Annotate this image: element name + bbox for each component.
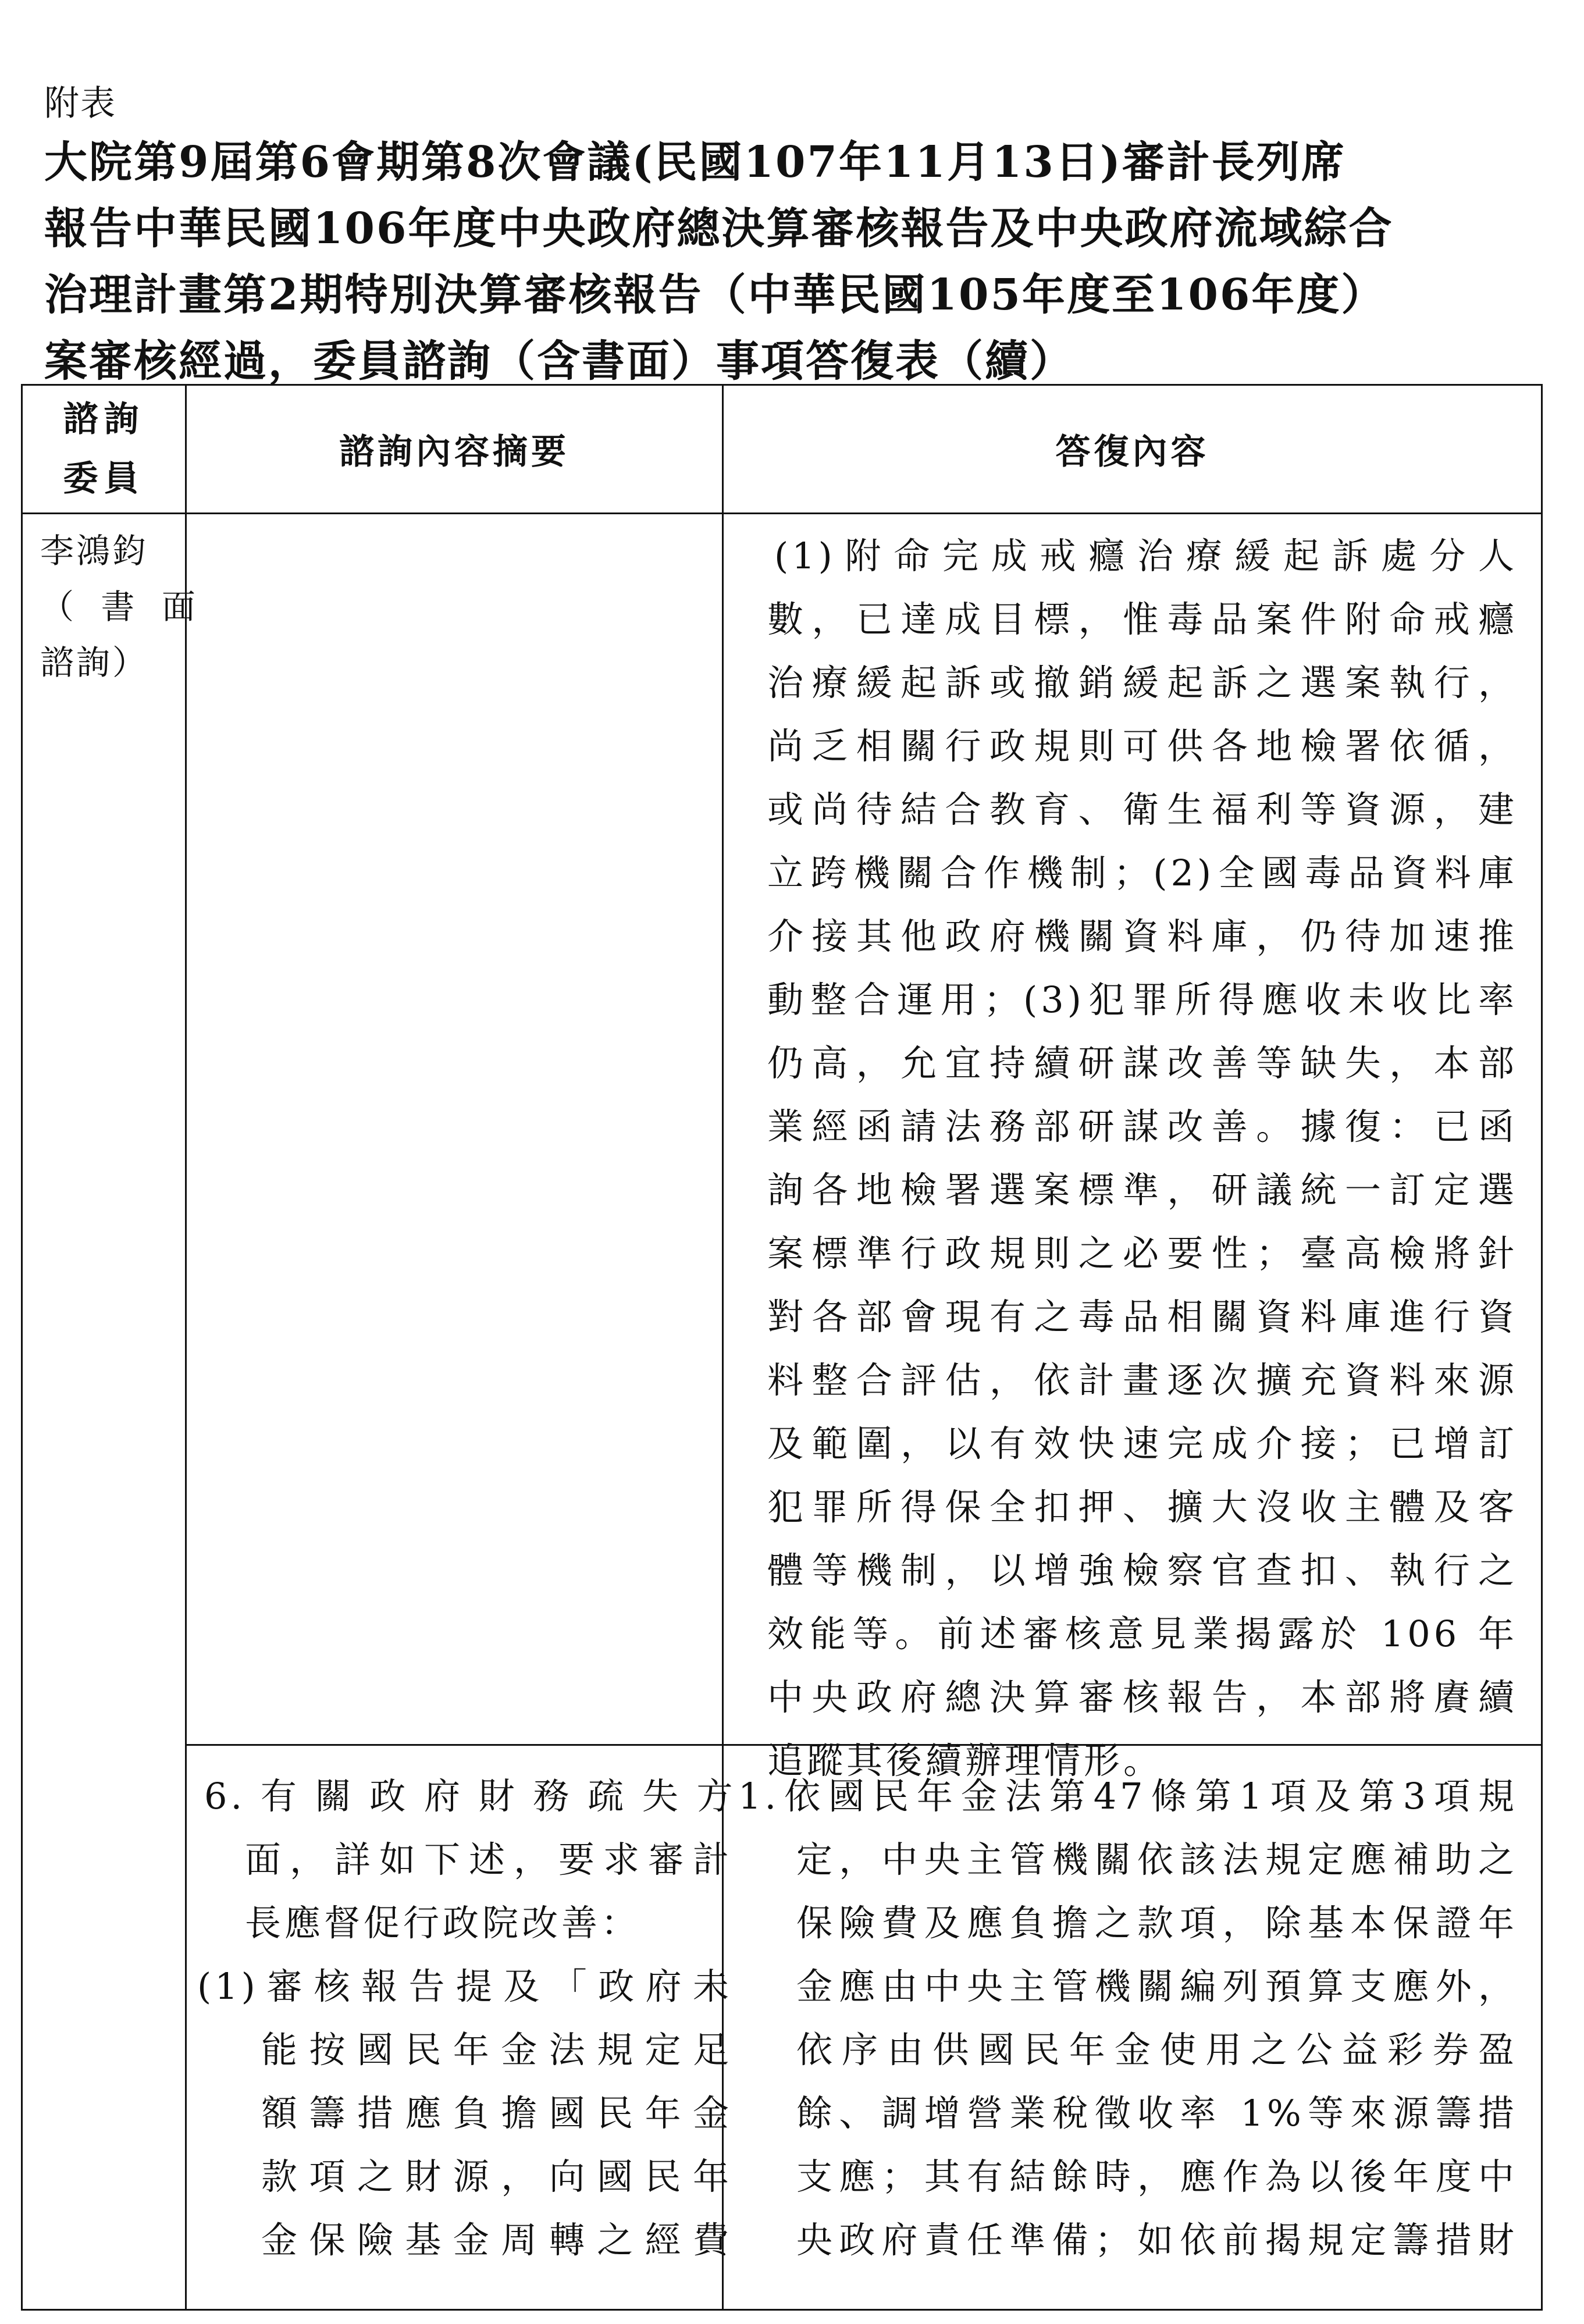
reply-line: 業經函請法務部研謀改善。據復：已函 [767, 1105, 1518, 1148]
header-row-divider [23, 513, 1541, 514]
reply-line: 央政府責任準備；如依前揭規定籌措財 [796, 2219, 1518, 2261]
reply-cell [767, 524, 1518, 1792]
reply-line: 對各部會現有之毒品相關資料庫進行資 [767, 1296, 1518, 1338]
reply-line: 動整合運用；(3)犯罪所得應收未收比率 [767, 978, 1518, 1021]
summary-line: 金保險基金周轉之經費 [261, 2219, 732, 2261]
reply-line: 立跨機關合作機制；(2)全國毒品資料庫 [767, 852, 1518, 894]
summary-line: 能按國民年金法規定足 [261, 2028, 732, 2071]
summary-cell [197, 1764, 736, 2272]
reply-cell [738, 1764, 1518, 2272]
committee-member-line: 諮詢） [40, 643, 149, 682]
summary-line: 6. 有 關 政 府 財 務 疏 失 方 [204, 1775, 736, 1817]
header-committee [23, 386, 185, 513]
reply-line: 數，已達成目標，惟毒品案件附命戒癮 [767, 598, 1518, 640]
committee-member-cell [40, 523, 204, 691]
reply-line: 定，中央主管機關依該法規定應補助之 [796, 1838, 1518, 1881]
reply-line: 體等機制，以增強檢察官查扣、執行之 [767, 1549, 1518, 1592]
summary-line: 長應督促行政院改善： [245, 1902, 641, 1944]
reply-table [21, 384, 1543, 2311]
reply-line: 餘、調增營業稅徵收率 1%等來源籌措 [796, 2092, 1518, 2134]
reply-line: 效能等。前述審核意見業揭露於 106 年 [767, 1613, 1518, 1655]
summary-line: (1)審核報告提及「政府未 [197, 1965, 732, 2008]
header-committee-line: 委員 [63, 458, 145, 499]
reply-line: 1.依國民年金法第47條第1項及第3項規 [738, 1775, 1518, 1817]
document-title [44, 129, 1551, 394]
reply-line: 治療緩起訴或撤銷緩起訴之選案執行， [767, 661, 1518, 704]
summary-line: 面，詳如下述，要求審計 [245, 1838, 732, 1881]
reply-line: (1)附命完成戒癮治療緩起訴處分人 [774, 535, 1518, 577]
summary-line: 款項之財源，向國民年 [261, 2155, 732, 2198]
title-line: 大院第9屆第6會期第8次會議(民國107年11月13日)審計長列席 [44, 137, 1346, 187]
reply-line: 尚乏相關行政規則可供各地檢署依循， [767, 725, 1518, 767]
reply-line: 仍高，允宜持續研謀改善等缺失，本部 [767, 1042, 1518, 1084]
page-label: 附表 [44, 83, 116, 124]
title-line: 案審核經過，委員諮詢（含書面）事項答復表（續） [44, 336, 1074, 386]
reply-line: 詢各地檢署選案標準，研議統一訂定選 [767, 1169, 1518, 1211]
reply-line: 依序由供國民年金使用之公益彩券盈 [796, 2028, 1518, 2071]
reply-line: 介接其他政府機關資料庫，仍待加速推 [767, 915, 1518, 958]
reply-line: 案標準行政規則之必要性；臺高檢將針 [767, 1232, 1518, 1275]
reply-line: 中央政府總決算審核報告，本部將賡續 [767, 1676, 1518, 1718]
reply-line: 追蹤其後續辦理情形。 [767, 1739, 1163, 1782]
reply-line: 金應由中央主管機關編列預算支應外， [796, 1965, 1518, 2008]
reply-line: 支應；其有結餘時，應作為以後年度中 [796, 2155, 1518, 2198]
title-line: 治理計畫第2期特別決算審核報告（中華民國105年度至106年度） [44, 270, 1386, 320]
header-summary: 諮詢內容摘要 [339, 432, 569, 472]
reply-line: 或尚待結合教育、衛生福利等資源，建 [767, 788, 1518, 831]
reply-line: 及範圍，以有效快速完成介接；已增訂 [767, 1422, 1518, 1465]
committee-member-line: （ 書 面 [40, 587, 204, 627]
reply-line: 犯罪所得保全扣押、擴大沒收主體及客 [767, 1486, 1518, 1528]
header-committee-line: 諮詢 [63, 399, 145, 440]
committee-member-line: 李鴻鈞 [40, 531, 149, 571]
title-line: 報告中華民國106年度中央政府總決算審核報告及中央政府流域綜合 [44, 204, 1394, 254]
header-reply: 答復內容 [1055, 432, 1209, 472]
reply-line: 料整合評估，依計畫逐次擴充資料來源 [767, 1359, 1518, 1401]
column-divider [185, 386, 187, 2309]
reply-line: 保險費及應負擔之款項，除基本保證年 [796, 1902, 1518, 1944]
summary-line: 額籌措應負擔國民年金 [261, 2092, 732, 2134]
